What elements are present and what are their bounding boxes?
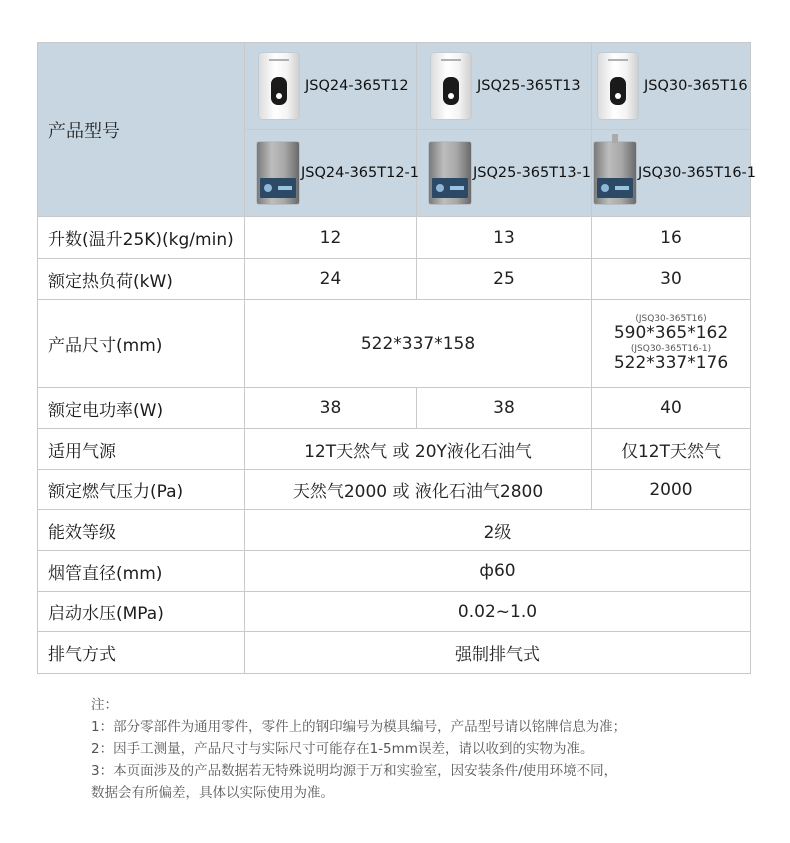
cell-value: 24 bbox=[245, 259, 417, 300]
cell-value: 强制排气式 bbox=[245, 632, 751, 674]
cell-value: 30 bbox=[592, 259, 751, 300]
white-heater-image bbox=[259, 53, 299, 119]
model-name: JSQ25-365T13-1 bbox=[473, 165, 592, 181]
cell-value: 16 bbox=[592, 217, 751, 259]
grey-heater-image bbox=[257, 142, 299, 204]
grey-heater-image bbox=[594, 142, 636, 204]
row-label: 能效等级 bbox=[38, 510, 245, 551]
model-cell bbox=[592, 43, 751, 130]
row-label: 适用气源 bbox=[38, 429, 245, 470]
model-name: JSQ30-365T16-1 bbox=[638, 165, 757, 181]
model-name: JSQ24-365T12 bbox=[305, 78, 409, 94]
note-item: 3：本页面涉及的产品数据若无特殊说明均源于万和实验室，因安装条件/使用环境不同， bbox=[91, 763, 618, 779]
cell-value: 0.02~1.0 bbox=[245, 592, 751, 632]
white-heater-image bbox=[598, 53, 638, 119]
cell-value: 仅12T天然气 bbox=[592, 429, 751, 470]
cell-value: 25 bbox=[417, 259, 592, 300]
row-label: 排气方式 bbox=[38, 632, 245, 674]
model-cell bbox=[245, 130, 420, 217]
note-item: 2：因手工测量，产品尺寸与实际尺寸可能存在1-5mm误差，请以收到的实物为准。 bbox=[91, 741, 594, 757]
size-model-note: (JSQ30-365T16-1) bbox=[630, 343, 712, 354]
row-label: 启动水压(MPa) bbox=[38, 592, 245, 632]
size-value: 522*337*176 bbox=[613, 352, 729, 373]
size-value: 590*365*162 bbox=[613, 322, 729, 343]
cell-value: 40 bbox=[592, 388, 751, 429]
cell-value: 12T天然气 或 20Y液化石油气 bbox=[245, 429, 592, 470]
model-name: JSQ25-365T13 bbox=[477, 78, 581, 94]
note-item: 数据会有所偏差，具体以实际使用为准。 bbox=[91, 785, 334, 801]
row-label: 升数(温升25K)(kg/min) bbox=[38, 217, 245, 259]
cell-value: 38 bbox=[245, 388, 417, 429]
model-name: JSQ30-365T16 bbox=[644, 78, 748, 94]
model-header-label: 产品型号 bbox=[38, 43, 245, 217]
cell-value: 12 bbox=[245, 217, 417, 259]
model-cell bbox=[417, 130, 592, 217]
notes-title: 注： bbox=[91, 697, 118, 713]
cell-value: 522*337*158 bbox=[245, 300, 592, 388]
row-label: 额定热负荷(kW) bbox=[38, 259, 245, 300]
size-model-note: (JSQ30-365T16) bbox=[635, 313, 707, 324]
row-label: 烟管直径(mm) bbox=[38, 551, 245, 592]
model-cell bbox=[592, 130, 757, 217]
cell-value: 38 bbox=[417, 388, 592, 429]
cell-value: 13 bbox=[417, 217, 592, 259]
model-name: JSQ24-365T12-1 bbox=[301, 165, 420, 181]
white-heater-image bbox=[431, 53, 471, 119]
cell-value: 2000 bbox=[592, 470, 751, 510]
row-label: 额定电功率(W) bbox=[38, 388, 245, 429]
row-label: 产品尺寸(mm) bbox=[38, 300, 245, 388]
cell-value: 2级 bbox=[245, 510, 751, 551]
note-item: 1：部分零部件为通用零件，零件上的钢印编号为模具编号，产品型号请以铭牌信息为准； bbox=[91, 719, 627, 735]
model-cell bbox=[245, 43, 417, 130]
row-label: 额定燃气压力(Pa) bbox=[38, 470, 245, 510]
grey-heater-image bbox=[429, 142, 471, 204]
cell-value: ф60 bbox=[245, 551, 751, 592]
size-cell bbox=[592, 300, 751, 388]
model-cell bbox=[417, 43, 592, 130]
cell-value: 天然气2000 或 液化石油气2800 bbox=[245, 470, 592, 510]
spec-table bbox=[37, 42, 757, 674]
notes bbox=[91, 694, 626, 804]
